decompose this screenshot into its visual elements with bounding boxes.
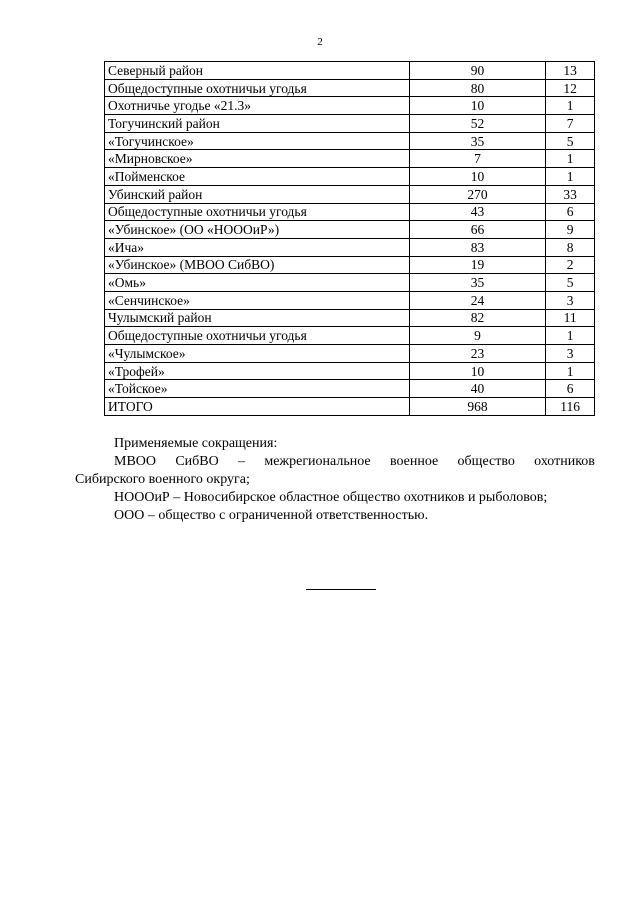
row-value-b-cell: 5 [546,274,595,292]
row-value-b-cell: 2 [546,256,595,274]
row-value-a-cell: 35 [409,274,545,292]
abbreviations-heading: Применяемые сокращения: [114,436,278,451]
table-body [105,62,595,416]
row-name-cell: Охотничье угодье «21.3» [105,97,410,115]
row-value-b-cell: 7 [546,115,595,133]
table-row [105,97,595,115]
table-row [105,150,595,168]
table-row [105,132,595,150]
row-value-b-cell: 1 [546,97,595,115]
row-value-a-cell: 66 [409,221,545,239]
row-value-b-cell: 116 [546,398,595,416]
row-value-a-cell: 40 [409,380,545,398]
row-name-cell: Чулымский район [105,309,410,327]
mvoo-word: общество [457,454,515,469]
row-value-a-cell: 19 [409,256,545,274]
row-value-b-cell: 3 [546,291,595,309]
row-value-a-cell: 968 [409,398,545,416]
table-row [105,309,595,327]
row-value-b-cell: 12 [546,79,595,97]
row-value-b-cell: 5 [546,132,595,150]
row-value-a-cell: 10 [409,362,545,380]
row-value-b-cell: 6 [546,203,595,221]
table-row [105,362,595,380]
row-value-a-cell: 7 [409,150,545,168]
page-number: 2 [317,36,323,48]
table-row [105,398,595,416]
table-row [105,274,595,292]
abbreviations-notes [75,435,595,525]
mvoo-word: военное [389,454,439,469]
table-row [105,185,595,203]
row-name-cell: Общедоступные охотничьи угодья [105,327,410,345]
abbreviation-ooo: ООО – общество с ограниченной ответственностью. [114,508,429,523]
row-value-a-cell: 270 [409,185,545,203]
row-name-cell: Общедоступные охотничьи угодья [105,79,410,97]
row-name-cell: Северный район [105,62,410,80]
table-row [105,291,595,309]
row-value-a-cell: 80 [409,79,545,97]
end-divider-line [306,589,376,590]
table-row [105,79,595,97]
mvoo-word: – [238,454,246,469]
abbreviation-mvoo-line [75,453,595,471]
row-value-a-cell: 52 [409,115,545,133]
row-name-cell: ИТОГО [105,398,410,416]
row-value-b-cell: 11 [546,309,595,327]
row-value-b-cell: 8 [546,238,595,256]
row-value-b-cell: 1 [546,150,595,168]
row-value-b-cell: 3 [546,345,595,363]
row-name-cell: «Тогучинское» [105,132,410,150]
table-row [105,327,595,345]
row-name-cell: «Ича» [105,238,410,256]
row-value-a-cell: 35 [409,132,545,150]
mvoo-word: межрегиональное [264,454,371,469]
row-name-cell: «Мирновское» [105,150,410,168]
row-value-b-cell: 6 [546,380,595,398]
row-value-a-cell: 82 [409,309,545,327]
row-name-cell: Тогучинский район [105,115,410,133]
row-name-cell: «Убинское» (МВОО СибВО) [105,256,410,274]
table-row [105,221,595,239]
row-value-a-cell: 43 [409,203,545,221]
table-row [105,238,595,256]
row-value-a-cell: 10 [409,168,545,186]
row-value-b-cell: 9 [546,221,595,239]
mvoo-word: МВОО [114,454,157,469]
table-row [105,256,595,274]
row-value-a-cell: 9 [409,327,545,345]
abbreviation-noooir: НОООиР – Новосибирское областное общество охотников и рыболовов; [114,490,548,505]
row-name-cell: «Чулымское» [105,345,410,363]
row-name-cell: «Пойменское [105,168,410,186]
row-name-cell: «Трофей» [105,362,410,380]
table-row [105,345,595,363]
row-name-cell: «Убинское» (ОО «НОООиР») [105,221,410,239]
table-row [105,115,595,133]
row-name-cell: «Сенчинское» [105,291,410,309]
row-name-cell: «Омь» [105,274,410,292]
mvoo-word: СибВО [175,454,219,469]
row-value-a-cell: 24 [409,291,545,309]
row-name-cell: «Тойское» [105,380,410,398]
row-value-b-cell: 1 [546,168,595,186]
row-name-cell: Общедоступные охотничьи угодья [105,203,410,221]
mvoo-word: охотников [534,454,595,469]
hunting-grounds-table [104,61,595,416]
row-value-a-cell: 23 [409,345,545,363]
table-row [105,62,595,80]
table-row [105,380,595,398]
table-row [105,168,595,186]
row-value-b-cell: 13 [546,62,595,80]
table-row [105,203,595,221]
abbreviation-mvoo-continuation: Сибирского военного округа; [75,472,250,487]
row-value-a-cell: 10 [409,97,545,115]
row-name-cell: Убинский район [105,185,410,203]
row-value-b-cell: 33 [546,185,595,203]
hunting-grounds-table-container [104,61,595,416]
row-value-a-cell: 83 [409,238,545,256]
row-value-b-cell: 1 [546,362,595,380]
row-value-a-cell: 90 [409,62,545,80]
row-value-b-cell: 1 [546,327,595,345]
